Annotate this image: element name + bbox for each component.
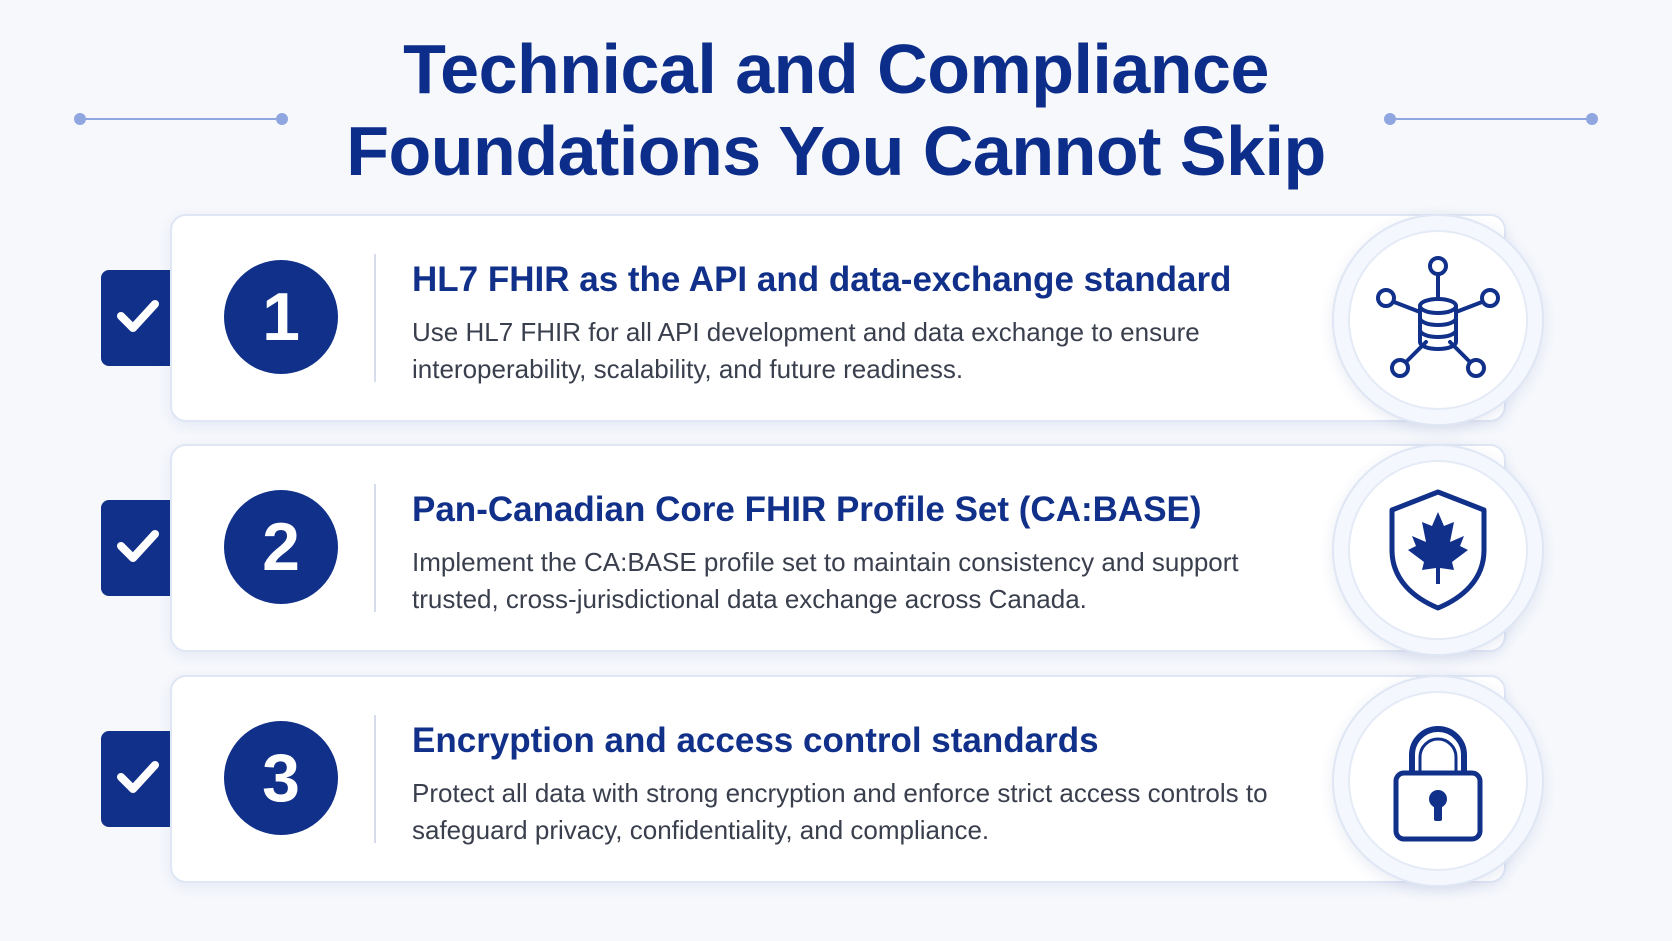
item-heading: HL7 FHIR as the API and data-exchange standard [412, 260, 1232, 299]
foundation-item-2 [0, 444, 1672, 650]
divider [374, 715, 376, 843]
padlock-icon [1368, 711, 1508, 851]
icon-badge [1332, 675, 1544, 887]
divider [374, 484, 376, 612]
foundation-item-3 [0, 675, 1672, 881]
foundation-item-1 [0, 214, 1672, 420]
network-database-icon [1368, 250, 1508, 390]
step-number-badge: 3 [224, 721, 338, 835]
icon-badge [1332, 214, 1544, 426]
title-line-2: Foundations You Cannot Skip [346, 112, 1326, 190]
step-number-badge: 1 [224, 260, 338, 374]
foundation-card [170, 214, 1506, 422]
divider [374, 254, 376, 382]
title-decoration-left [80, 118, 282, 120]
item-heading: Pan-Canadian Core FHIR Profile Set (CA:BASE) [412, 490, 1202, 529]
item-description: Use HL7 FHIR for all API development and data exchange to ensure interoperability, scalability, and future readiness. [412, 317, 1200, 384]
foundation-card [170, 675, 1506, 883]
item-heading: Encryption and access control standards [412, 721, 1099, 760]
title-decoration-right [1390, 118, 1592, 120]
item-description: Protect all data with strong encryption and enforce strict access controls to safeguard privacy, confidentiality, and compliance. [412, 778, 1268, 845]
item-description: Implement the CA:BASE profile set to maintain consistency and support trusted, cross-jurisdictional data exchange across Canada. [412, 547, 1239, 614]
title-line-1: Technical and Compliance [403, 30, 1269, 108]
maple-leaf-shield-icon [1368, 480, 1508, 620]
icon-badge [1332, 444, 1544, 656]
page-title [0, 28, 1672, 192]
step-number-badge: 2 [224, 490, 338, 604]
foundation-card [170, 444, 1506, 652]
